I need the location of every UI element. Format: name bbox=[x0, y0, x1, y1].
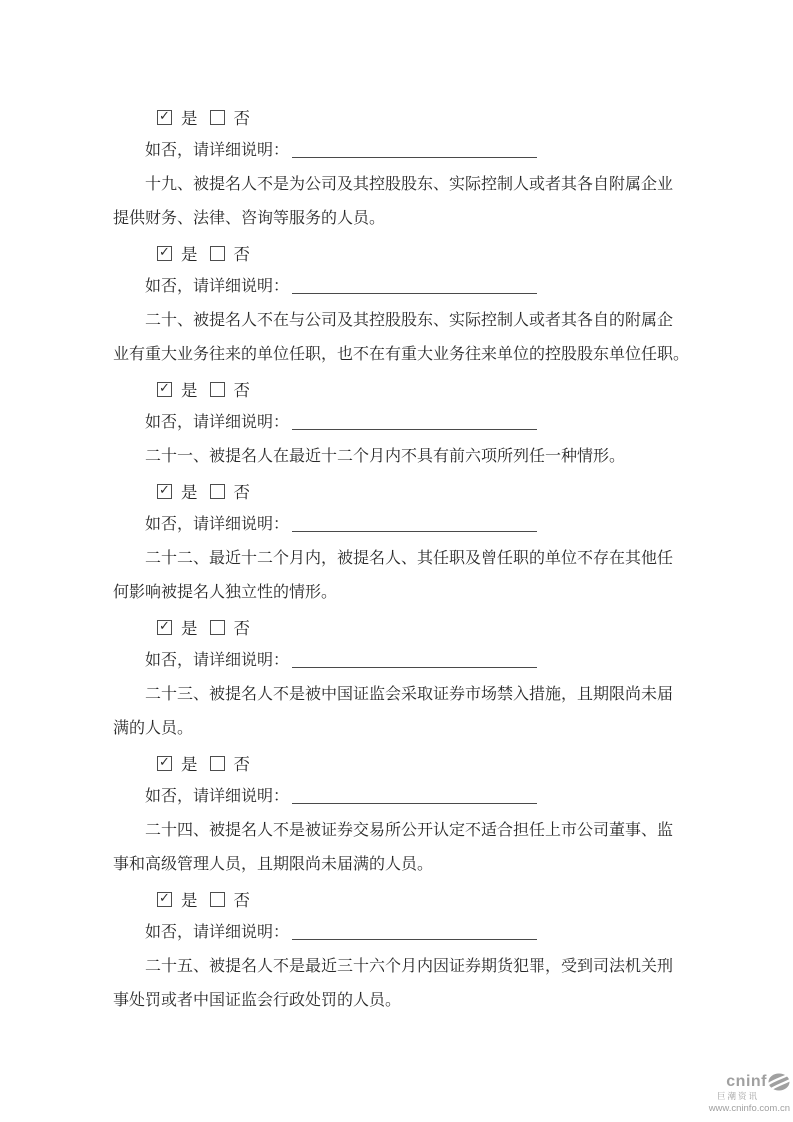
checkmark-icon: ✓ bbox=[159, 482, 170, 498]
explanation-blank-field[interactable] bbox=[292, 515, 537, 532]
no-checkbox[interactable] bbox=[210, 892, 225, 907]
checkmark-icon: ✓ bbox=[159, 380, 170, 396]
explain-row bbox=[113, 916, 681, 950]
yes-no-checkbox-row bbox=[113, 100, 681, 134]
no-label: 否 bbox=[233, 245, 250, 264]
statement-line: 业有重大业务往来的单位任职，也不在有重大业务往来单位的控股股东单位任职。 bbox=[113, 346, 690, 363]
cninfo-logo-row bbox=[704, 1073, 790, 1091]
explanation-blank-field[interactable] bbox=[292, 787, 537, 804]
yes-label: 是 bbox=[181, 483, 198, 502]
yes-label: 是 bbox=[181, 619, 198, 638]
explain-row bbox=[113, 134, 681, 168]
explain-prompt-label: 如否，请详细说明： bbox=[145, 788, 290, 805]
yes-no-checkbox-row bbox=[113, 746, 681, 780]
no-checkbox[interactable] bbox=[210, 382, 225, 397]
statement-line: 十九、被提名人不是为公司及其控股股东、实际控制人或者其各自附属企业 bbox=[145, 176, 674, 193]
yes-no-checkbox-row bbox=[113, 474, 681, 508]
explain-row bbox=[113, 780, 681, 814]
explain-row bbox=[113, 270, 681, 304]
explain-prompt-label: 如否，请详细说明： bbox=[145, 652, 290, 669]
statement-line: 二十一、被提名人在最近十二个月内不具有前六项所列任一种情形。 bbox=[145, 448, 626, 465]
statement-line: 二十二、最近十二个月内，被提名人、其任职及曾任职的单位不存在其他任 bbox=[145, 550, 674, 567]
no-label: 否 bbox=[233, 381, 250, 400]
yes-no-checkbox-row bbox=[113, 882, 681, 916]
explain-prompt-label: 如否，请详细说明： bbox=[145, 924, 290, 941]
checkmark-icon: ✓ bbox=[159, 244, 170, 260]
explain-prompt-label: 如否，请详细说明： bbox=[145, 142, 290, 159]
cninfo-brand-text: cninf bbox=[726, 1073, 767, 1090]
cninfo-url-text: www.cninfo.com.cn bbox=[708, 1103, 790, 1114]
explain-prompt-label: 如否，请详细说明： bbox=[145, 516, 290, 533]
no-label: 否 bbox=[233, 109, 250, 128]
statement-line: 事和高级管理人员，且期限尚未届满的人员。 bbox=[113, 856, 434, 873]
yes-checkbox[interactable] bbox=[157, 892, 172, 907]
no-label: 否 bbox=[233, 619, 250, 638]
statement-line: 二十五、被提名人不是最近三十六个月内因证券期货犯罪，受到司法机关刑 bbox=[145, 958, 674, 975]
yes-no-checkbox-row bbox=[113, 372, 681, 406]
explain-prompt-label: 如否，请详细说明： bbox=[145, 414, 290, 431]
statement-line: 二十、被提名人不在与公司及其控股股东、实际控制人或者其各自的附属企 bbox=[145, 312, 674, 329]
no-checkbox[interactable] bbox=[210, 756, 225, 771]
explain-prompt-label: 如否，请详细说明： bbox=[145, 278, 290, 295]
checkmark-icon: ✓ bbox=[159, 890, 170, 906]
checkmark-icon: ✓ bbox=[159, 108, 170, 124]
cninfo-watermark bbox=[704, 1073, 790, 1114]
no-label: 否 bbox=[233, 755, 250, 774]
statement-line: 二十三、被提名人不是被中国证监会采取证券市场禁入措施，且期限尚未届 bbox=[145, 686, 674, 703]
statement-line: 何影响被提名人独立性的情形。 bbox=[113, 584, 338, 601]
statement-line: 事处罚或者中国证监会行政处罚的人员。 bbox=[113, 992, 402, 1009]
explain-row bbox=[113, 406, 681, 440]
statement-line: 满的人员。 bbox=[113, 720, 194, 737]
yes-label: 是 bbox=[181, 891, 198, 910]
checkmark-icon: ✓ bbox=[159, 754, 170, 770]
statement-line: 二十四、被提名人不是被证券交易所公开认定不适合担任上市公司董事、监 bbox=[145, 822, 674, 839]
yes-no-checkbox-row bbox=[113, 236, 681, 270]
yes-label: 是 bbox=[181, 109, 198, 128]
statement-line: 提供财务、法律、咨询等服务的人员。 bbox=[113, 210, 386, 227]
yes-checkbox[interactable] bbox=[157, 756, 172, 771]
explanation-blank-field[interactable] bbox=[292, 277, 537, 294]
no-checkbox[interactable] bbox=[210, 110, 225, 125]
yes-label: 是 bbox=[181, 381, 198, 400]
yes-label: 是 bbox=[181, 755, 198, 774]
explanation-blank-field[interactable] bbox=[292, 923, 537, 940]
no-checkbox[interactable] bbox=[210, 484, 225, 499]
yes-checkbox[interactable] bbox=[157, 620, 172, 635]
yes-checkbox[interactable] bbox=[157, 382, 172, 397]
yes-checkbox[interactable] bbox=[157, 110, 172, 125]
no-label: 否 bbox=[233, 891, 250, 910]
checkmark-icon: ✓ bbox=[159, 618, 170, 634]
document-content bbox=[113, 100, 690, 1018]
no-label: 否 bbox=[233, 483, 250, 502]
cninfo-chinese-name: 巨潮资讯 bbox=[716, 1091, 759, 1101]
yes-label: 是 bbox=[181, 245, 198, 264]
cninfo-globe-icon bbox=[768, 1073, 790, 1091]
explanation-blank-field[interactable] bbox=[292, 413, 537, 430]
no-checkbox[interactable] bbox=[210, 246, 225, 261]
no-checkbox[interactable] bbox=[210, 620, 225, 635]
yes-no-checkbox-row bbox=[113, 610, 681, 644]
explain-row bbox=[113, 644, 681, 678]
yes-checkbox[interactable] bbox=[157, 246, 172, 261]
explanation-blank-field[interactable] bbox=[292, 651, 537, 668]
explain-row bbox=[113, 508, 681, 542]
explanation-blank-field[interactable] bbox=[292, 141, 537, 158]
yes-checkbox[interactable] bbox=[157, 484, 172, 499]
